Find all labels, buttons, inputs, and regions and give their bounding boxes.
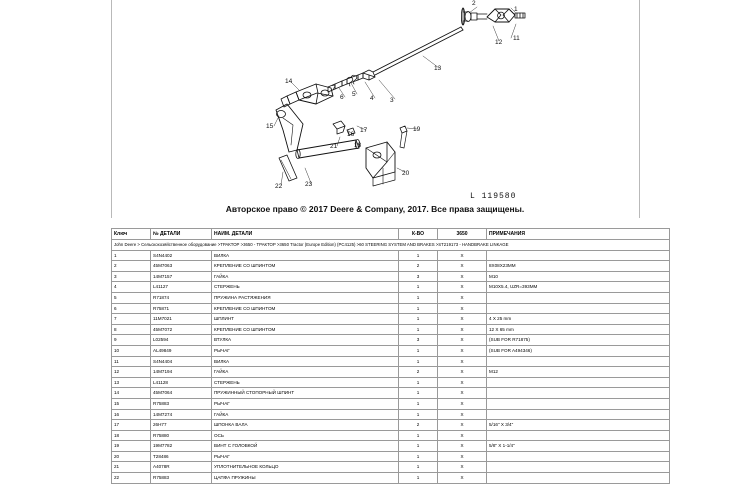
cell-part-name: ВИЛКА [212, 356, 399, 367]
table-row[interactable] [112, 356, 670, 367]
cell-part-number: 19M7782 [151, 441, 212, 452]
cell-notes [487, 250, 670, 261]
column-header-partno[interactable]: № ДЕТАЛИ [151, 229, 212, 240]
cell-model: X [438, 250, 487, 261]
cell-qty: 1 [399, 377, 438, 388]
callout-number: 1 [514, 6, 518, 13]
cell-part-number: 14M7194 [151, 367, 212, 378]
cell-model: X [438, 441, 487, 452]
callout-number: 21 [330, 143, 338, 150]
cell-part-number: R71874 [151, 292, 212, 303]
cell-notes [487, 398, 670, 409]
table-row[interactable] [112, 292, 670, 303]
cell-part-name: ГАЙКА [212, 271, 399, 282]
cell-model: X [438, 462, 487, 473]
cell-key: 5 [112, 292, 151, 303]
table-row[interactable] [112, 303, 670, 314]
cell-notes [487, 356, 670, 367]
cell-qty: 1 [399, 430, 438, 441]
cell-notes: M10X5.4, UZR=393MM [487, 282, 670, 293]
cell-qty: 2 [399, 261, 438, 272]
cell-key: 13 [112, 377, 151, 388]
cell-notes [487, 303, 670, 314]
cell-notes [487, 409, 670, 420]
cell-qty: 1 [399, 292, 438, 303]
handbrake-linkage-drawing [111, 0, 639, 218]
column-header-model[interactable]: 3650 [438, 229, 487, 240]
callout-number: 11 [513, 35, 520, 42]
cell-qty: 1 [399, 314, 438, 325]
cell-notes [487, 473, 670, 484]
cell-notes: (SUB FOR R71875) [487, 335, 670, 346]
cell-part-name: ВИЛКА [212, 250, 399, 261]
cell-key: 18 [112, 430, 151, 441]
cell-key: 19 [112, 441, 151, 452]
cell-qty: 1 [399, 282, 438, 293]
cell-part-number: S4N4402 [151, 250, 212, 261]
cell-key: 14 [112, 388, 151, 399]
parts-table-container [111, 228, 639, 484]
cell-key: 6 [112, 303, 151, 314]
table-row[interactable] [112, 473, 670, 484]
column-header-key[interactable]: Ключ [112, 229, 151, 240]
table-row[interactable] [112, 377, 670, 388]
cell-qty: 3 [399, 335, 438, 346]
cell-model: X [438, 271, 487, 282]
callout-number: 14 [285, 78, 293, 85]
cell-key: 7 [112, 314, 151, 325]
callout-number: 7 [332, 85, 336, 92]
cell-part-name: ВИНТ С ГОЛОВКОЙ [212, 441, 399, 452]
parts-table-header [112, 229, 670, 240]
table-row[interactable] [112, 271, 670, 282]
cell-part-name: ШПЛИНТ [212, 314, 399, 325]
cell-qty: 1 [399, 398, 438, 409]
callout-number: 5 [352, 91, 356, 98]
cell-qty: 1 [399, 462, 438, 473]
cell-key: 10 [112, 345, 151, 356]
callout-number: 22 [275, 183, 283, 190]
table-row[interactable] [112, 345, 670, 356]
cell-model: X [438, 430, 487, 441]
table-row[interactable] [112, 282, 670, 293]
cell-part-name: ГАЙКА [212, 409, 399, 420]
cell-part-number: L02594 [151, 335, 212, 346]
cell-part-number: AL49849 [151, 345, 212, 356]
cell-key: 1 [112, 250, 151, 261]
cell-qty: 2 [399, 420, 438, 431]
cell-key: 21 [112, 462, 151, 473]
cell-part-number: L41128 [151, 377, 212, 388]
cell-notes: 5/16" X 3/4" [487, 420, 670, 431]
cell-notes [487, 292, 670, 303]
callout-number: 16 [347, 131, 355, 138]
cell-part-name: ШПОНКА ВАЛА [212, 420, 399, 431]
figure-illustration [0, 0, 750, 218]
cell-key: 22 [112, 473, 151, 484]
callout-number: 15 [266, 123, 274, 130]
parts-table [111, 228, 670, 484]
cell-notes [487, 388, 670, 399]
cell-part-name: СТЕРЖЕНЬ [212, 282, 399, 293]
cell-part-number: R75880 [151, 430, 212, 441]
cell-part-number: 45M7063 [151, 261, 212, 272]
column-header-qty[interactable]: К-ВО [399, 229, 438, 240]
cell-part-number: T28486 [151, 451, 212, 462]
cell-model: X [438, 451, 487, 462]
cell-part-name: КРЕПЛЕНИЕ СО ШПИНТОМ [212, 261, 399, 272]
cell-qty: 1 [399, 345, 438, 356]
figure-right-border [639, 0, 640, 218]
cell-part-name: КРЕПЛЕНИЕ СО ШПИНТОМ [212, 303, 399, 314]
cell-part-name: ПРУЖИНА РАСТЯЖЕНИЯ [212, 292, 399, 303]
callout-number: 17 [360, 127, 368, 134]
cell-part-name: ГАЙКА [212, 367, 399, 378]
cell-model: X [438, 388, 487, 399]
cell-model: X [438, 377, 487, 388]
cell-notes: M10 [487, 271, 670, 282]
header-row [112, 229, 670, 240]
cell-model: X [438, 409, 487, 420]
table-row[interactable] [112, 261, 670, 272]
cell-qty: 3 [399, 271, 438, 282]
cell-key: 9 [112, 335, 151, 346]
cell-part-number: 26H77 [151, 420, 212, 431]
cell-notes [487, 451, 670, 462]
cell-model: X [438, 335, 487, 346]
cell-part-number: L41127 [151, 282, 212, 293]
cell-qty: 1 [399, 303, 438, 314]
cell-notes: (SUB FOR A494346) [487, 345, 670, 356]
cell-qty: 1 [399, 324, 438, 335]
cell-model: X [438, 345, 487, 356]
callout-number: 19 [413, 126, 421, 133]
cell-part-number: 45M7064 [151, 388, 212, 399]
cell-qty: 1 [399, 250, 438, 261]
cell-key: 11 [112, 356, 151, 367]
cell-part-number: 11M7021 [151, 314, 212, 325]
cell-key: 16 [112, 409, 151, 420]
cell-model: X [438, 314, 487, 325]
cell-part-name: КРЕПЛЕНИЕ СО ШПИНТОМ [212, 324, 399, 335]
cell-model: X [438, 356, 487, 367]
breadcrumb[interactable]: John Deere > Сельскохозяйственное оборудование >ТРАКТОР >3650 - ТРАКТОР >3650 Tractor (Europe Edition) (PC4125) >60 STEERING SYSTEM AND BRAKES >ST219173 - HANDBRAKE LINKAGE [112, 240, 670, 251]
cell-part-name: ЦАПФА ПРУЖИНЫ [212, 473, 399, 484]
cell-part-number: A4078R [151, 462, 212, 473]
cell-part-number: R75883 [151, 473, 212, 484]
cell-part-name: СТЕРЖЕНЬ [212, 377, 399, 388]
callout-number: 20 [402, 170, 410, 177]
cell-qty: 1 [399, 356, 438, 367]
cell-part-number: 14M7274 [151, 409, 212, 420]
cell-model: X [438, 398, 487, 409]
table-row[interactable] [112, 388, 670, 399]
callout-number: 18 [354, 142, 362, 149]
cell-key: 17 [112, 420, 151, 431]
cell-part-number: R75871 [151, 303, 212, 314]
cell-part-number: 45M7072 [151, 324, 212, 335]
cell-key: 15 [112, 398, 151, 409]
cell-key: 12 [112, 367, 151, 378]
cell-part-name: УПЛОТНИТЕЛЬНОЕ КОЛЬЦО [212, 462, 399, 473]
cell-part-number: S4N4404 [151, 356, 212, 367]
cell-key: 20 [112, 451, 151, 462]
callout-number: 12 [495, 39, 503, 46]
cell-part-name: ОСЬ [212, 430, 399, 441]
cell-notes [487, 430, 670, 441]
breadcrumb-row [112, 240, 670, 251]
column-header-notes[interactable]: ПРИМЕЧАНИЯ [487, 229, 670, 240]
callout-number: 2 [472, 0, 476, 7]
cell-qty: 2 [399, 367, 438, 378]
callout-number: 6 [340, 94, 344, 101]
copyright-notice: Авторское право © 2017 Deere & Company, 2017. Все права защищены. [225, 204, 525, 214]
cell-model: X [438, 473, 487, 484]
column-header-partname[interactable]: НАИМ. ДЕТАЛИ [212, 229, 399, 240]
cell-part-name: ПРУЖИННЫЙ СТОПОРНЫЙ ШПИНТ [212, 388, 399, 399]
table-row[interactable] [112, 314, 670, 325]
table-row[interactable] [112, 250, 670, 261]
cell-key: 8 [112, 324, 151, 335]
cell-notes: 4 X 25 mm [487, 314, 670, 325]
cell-qty: 1 [399, 441, 438, 452]
cell-notes: 12 X 65 mm [487, 324, 670, 335]
cell-notes: 5/8" X 1-1/4" [487, 441, 670, 452]
table-row[interactable] [112, 324, 670, 335]
cell-qty: 1 [399, 409, 438, 420]
cell-notes: 8X08X23ММ [487, 261, 670, 272]
callout-number: 3 [390, 97, 394, 104]
cell-key: 4 [112, 282, 151, 293]
cell-key: 2 [112, 261, 151, 272]
cell-qty: 1 [399, 473, 438, 484]
table-row[interactable] [112, 367, 670, 378]
cell-part-number: R75883 [151, 398, 212, 409]
cell-model: X [438, 303, 487, 314]
figure-id: L 119580 [470, 192, 517, 201]
table-row[interactable] [112, 462, 670, 473]
cell-model: X [438, 367, 487, 378]
cell-notes [487, 377, 670, 388]
callout-number: 23 [305, 181, 313, 188]
parts-table-body [112, 250, 670, 483]
cell-qty: 1 [399, 388, 438, 399]
table-row[interactable] [112, 409, 670, 420]
cell-model: X [438, 261, 487, 272]
cell-part-name: ВТУЛКА [212, 335, 399, 346]
callout-number: 4 [370, 95, 374, 102]
table-row[interactable] [112, 451, 670, 462]
cell-part-number: 14M7157 [151, 271, 212, 282]
cell-part-name: РЫЧАГ [212, 451, 399, 462]
callout-number: 13 [434, 65, 442, 72]
cell-notes [487, 462, 670, 473]
table-row[interactable] [112, 398, 670, 409]
cell-part-name: РЫЧАГ [212, 345, 399, 356]
cell-model: X [438, 420, 487, 431]
cell-notes: M12 [487, 367, 670, 378]
table-row[interactable] [112, 420, 670, 431]
cell-model: X [438, 324, 487, 335]
cell-part-name: РЫЧАГ [212, 398, 399, 409]
cell-model: X [438, 282, 487, 293]
cell-key: 3 [112, 271, 151, 282]
table-row[interactable] [112, 430, 670, 441]
cell-model: X [438, 292, 487, 303]
cell-qty: 1 [399, 451, 438, 462]
table-row[interactable] [112, 335, 670, 346]
